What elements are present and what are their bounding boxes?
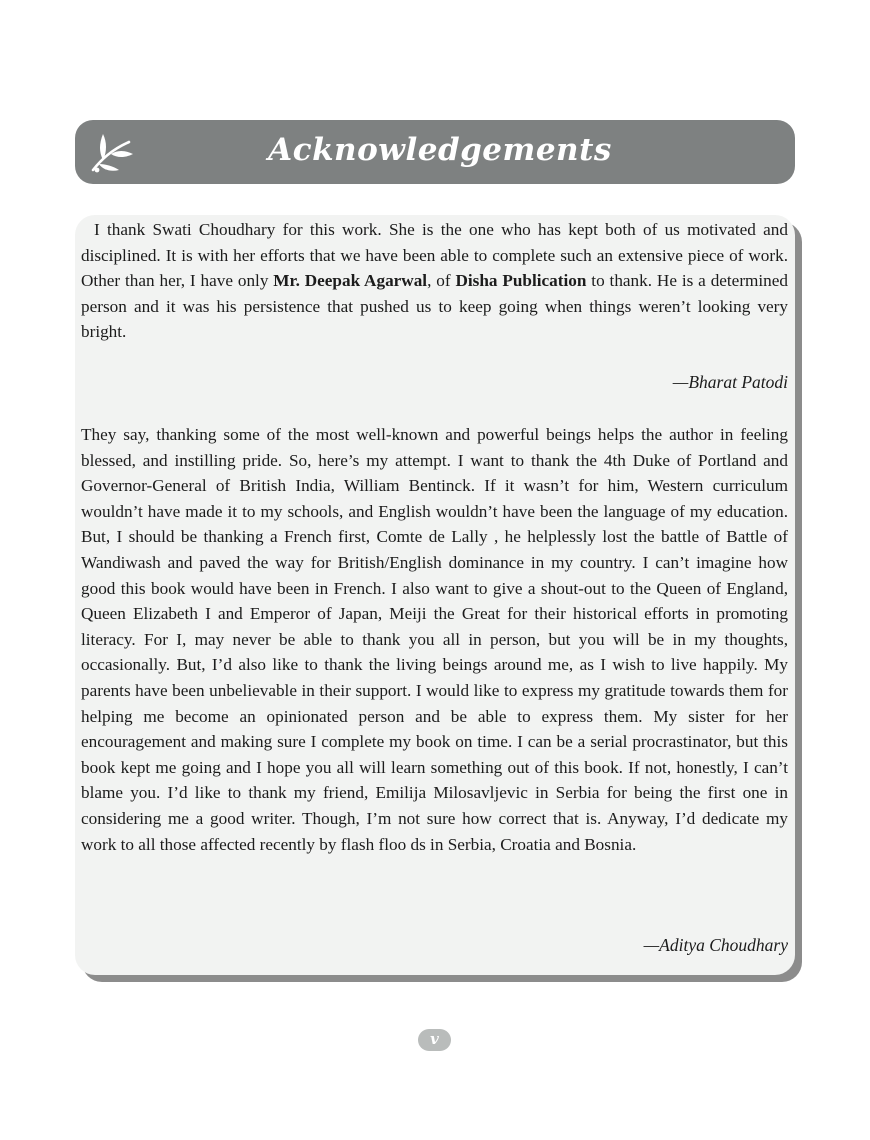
bold-name-disha-publication: Disha Publication bbox=[455, 271, 587, 291]
page-title: Acknowledgements bbox=[268, 132, 612, 168]
acknowledgements-box bbox=[75, 215, 795, 975]
acknowledgement-paragraph-1 bbox=[81, 217, 788, 345]
signature-bharat-patodi: —Bharat Patodi bbox=[672, 372, 788, 392]
paragraph-1-text-b: , of bbox=[427, 271, 456, 291]
signature-aditya-choudhary: —Aditya Choudhary bbox=[643, 935, 788, 955]
acknowledgement-paragraph-2: They say, thanking some of the most well-known and powerful beings helps the author in feeling blessed, and instilling pride. So, here’s my attempt. I want to thank the 4th Duke of Portland and Governor-General of British India, William Bentinck. If it wasn’t for him, Western curriculum wouldn’t have made it to my schools, and English wouldn’t have been the language of my education. But, I should be thanking a French first, Comte de Lally , he helplessly lost the battle of Battle of Wandiwash and paved the way for British/English dominance in my country. I can’t imagine how good this book would have been in French. I also want to give a shout-out to the Queen of England, Queen Elizabeth I and Emperor of Japan, Meiji the Great for their historical efforts in promoting literacy. For I, may never be able to thank you all in person, but you will be in my thoughts, occasionally. But, I’d also like to thank the living beings around me, as I wish to live happily. My parents have been unbelievable in their support. I would like to express my gratitude towards them for helping me become an opinionated person and be able to express them. My sister for her encouragement and making sure I complete my book on time. I can be a serial procrastinator, but this book kept me going and I hope you all will learn something out of this book. If not, honestly, I can’t blame you. I’d like to thank my friend, Emilija Milosavljevic in Serbia for being the first one in considering me a good writer. Though, I’m not sure how correct that is. Anyway, I’d dedicate my work to all those affected recently by flash floo ds in Serbia, Croatia and Bosnia. bbox=[81, 425, 788, 854]
paragraph-1-text-c: to thank. He is a determined person and it was his persistence that pushed us to keep going when things weren’t looking very bright. bbox=[81, 271, 788, 342]
header-bar bbox=[75, 120, 795, 184]
bold-name-deepak-agarwal: Mr. Deepak Agarwal bbox=[273, 271, 428, 291]
page-number-badge: v bbox=[418, 1029, 451, 1051]
paragraph-1-text-a: I thank Swati Choudhary for this work. She is the one who has kept both of us motivated and disciplined. It is with her efforts that we have been able to complete such an extensive piece of work. Other than her, I have only bbox=[81, 220, 788, 291]
